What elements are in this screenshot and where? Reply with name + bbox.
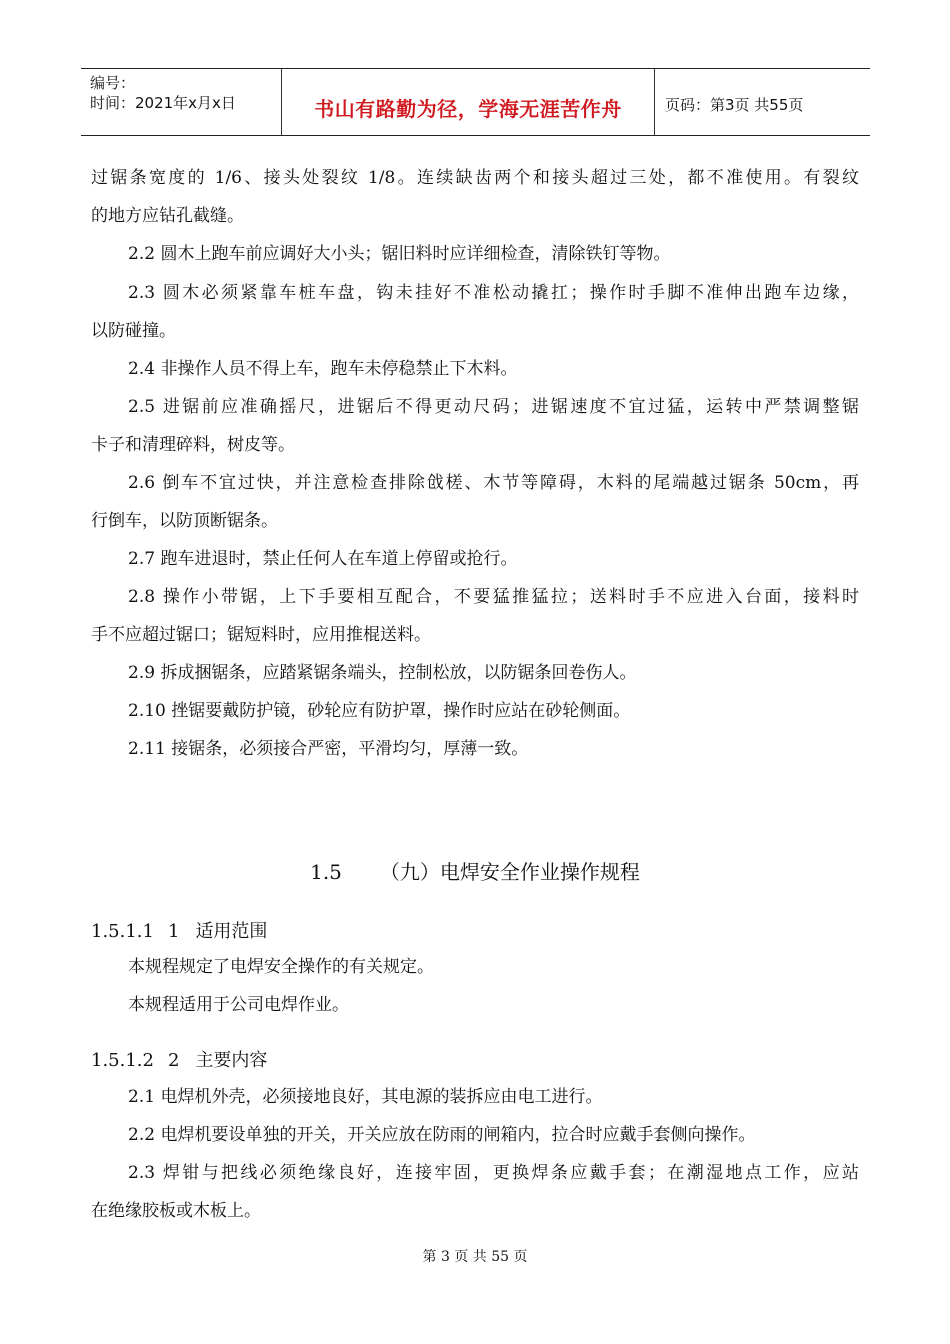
subsection-number: 1.5.1.1	[91, 921, 154, 942]
header-motto-cell	[282, 69, 655, 135]
header-motto: 书山有路勤为径，学海无涯苦作舟	[314, 97, 622, 121]
subsection-number: 1.5.1.2	[91, 1050, 154, 1071]
paragraph-2-8-line1: 2.8 操作小带锯，上下手要相互配合，不要猛推猛拉；送料时手不应进入台面，接料时	[128, 587, 859, 607]
paragraph-line: 过锯条宽度的 1/6、接头处裂纹 1/8。连续缺齿两个和接头超过三处，都不准使用。有裂纹	[91, 168, 859, 188]
paragraph-2-8-line2: 手不应超过锯口；锯短料时，应用推棍送料。	[91, 625, 431, 645]
subsection-1-paragraph: 本规程适用于公司电焊作业。	[128, 995, 349, 1015]
section-title: （九）电焊安全作业操作规程	[379, 860, 640, 884]
paragraph-2-6-line1: 2.6 倒车不宜过快，并注意检查排除戗槎、木节等障碍，木料的尾端越过锯条 50cm，再	[128, 473, 859, 493]
paragraph-2-7: 2.7 跑车进退时，禁止任何人在车道上停留或抢行。	[128, 549, 518, 569]
header-meta-cell	[81, 69, 282, 135]
paragraph-2-11: 2.11 接锯条，必须接合严密，平滑均匀，厚薄一致。	[128, 739, 529, 759]
subsection-1-paragraph: 本规程规定了电焊安全操作的有关规定。	[128, 957, 434, 977]
section-heading	[0, 856, 950, 885]
paragraph-2-9: 2.9 拆成捆锯条，应踏紧锯条端头，控制松放，以防锯条回卷伤人。	[128, 663, 637, 683]
header-page-info: 页码：第3页 共55页	[665, 96, 804, 114]
subsection-2-paragraph: 2.2 电焊机要设单独的开关，开关应放在防雨的闸箱内，拉合时应戴手套侧向操作。	[128, 1125, 756, 1145]
serial-number-label: 编号：	[90, 74, 136, 92]
subsection-heading-1	[91, 917, 267, 943]
paragraph-2-5-line1: 2.5 进锯前应准确摇尺，进锯后不得更动尺码；进锯速度不宜过猛，运转中严禁调整锯	[128, 397, 859, 417]
paragraph-2-6-line2: 行倒车，以防顶断锯条。	[91, 511, 278, 531]
subsection-heading-2	[91, 1046, 267, 1072]
paragraph-2-3-line1: 2.3 圆木必须紧靠车桩车盘，钩未挂好不准松动撬扛；操作时手脚不准伸出跑车边缘，	[128, 283, 859, 303]
paragraph-2-10: 2.10 挫锯要戴防护镜，砂轮应有防护罩，操作时应站在砂轮侧面。	[128, 701, 631, 721]
subsection-2-paragraph: 2.1 电焊机外壳，必须接地良好，其电源的装拆应由电工进行。	[128, 1087, 603, 1107]
subsection-2-paragraph-line1: 2.3 焊钳与把线必须绝缘良好，连接牢固，更换焊条应戴手套；在潮湿地点工作，应站	[128, 1163, 859, 1183]
date-label: 时间：2021年x月x日	[90, 94, 236, 112]
paragraph-2-2: 2.2 圆木上跑车前应调好大小头；锯旧料时应详细检查，清除铁钉等物。	[128, 244, 671, 264]
paragraph-2-5-line2: 卡子和清理碎料，树皮等。	[91, 435, 295, 455]
paragraph-2-4: 2.4 非操作人员不得上车，跑车未停稳禁止下木料。	[128, 359, 518, 379]
section-number: 1.5	[310, 860, 342, 884]
page-header-table	[81, 68, 870, 136]
header-page-cell	[655, 69, 870, 135]
subsection-title: 适用范围	[195, 921, 268, 942]
subsection-index: 2	[167, 1050, 180, 1071]
page-footer: 第 3 页 共 55 页	[422, 1249, 528, 1265]
paragraph-line: 的地方应钻孔截缝。	[91, 206, 244, 226]
paragraph-2-3-line2: 以防碰撞。	[91, 321, 176, 341]
subsection-2-paragraph-line2: 在绝缘胶板或木板上。	[91, 1201, 261, 1221]
subsection-index: 1	[167, 921, 180, 942]
subsection-title: 主要内容	[195, 1050, 268, 1071]
